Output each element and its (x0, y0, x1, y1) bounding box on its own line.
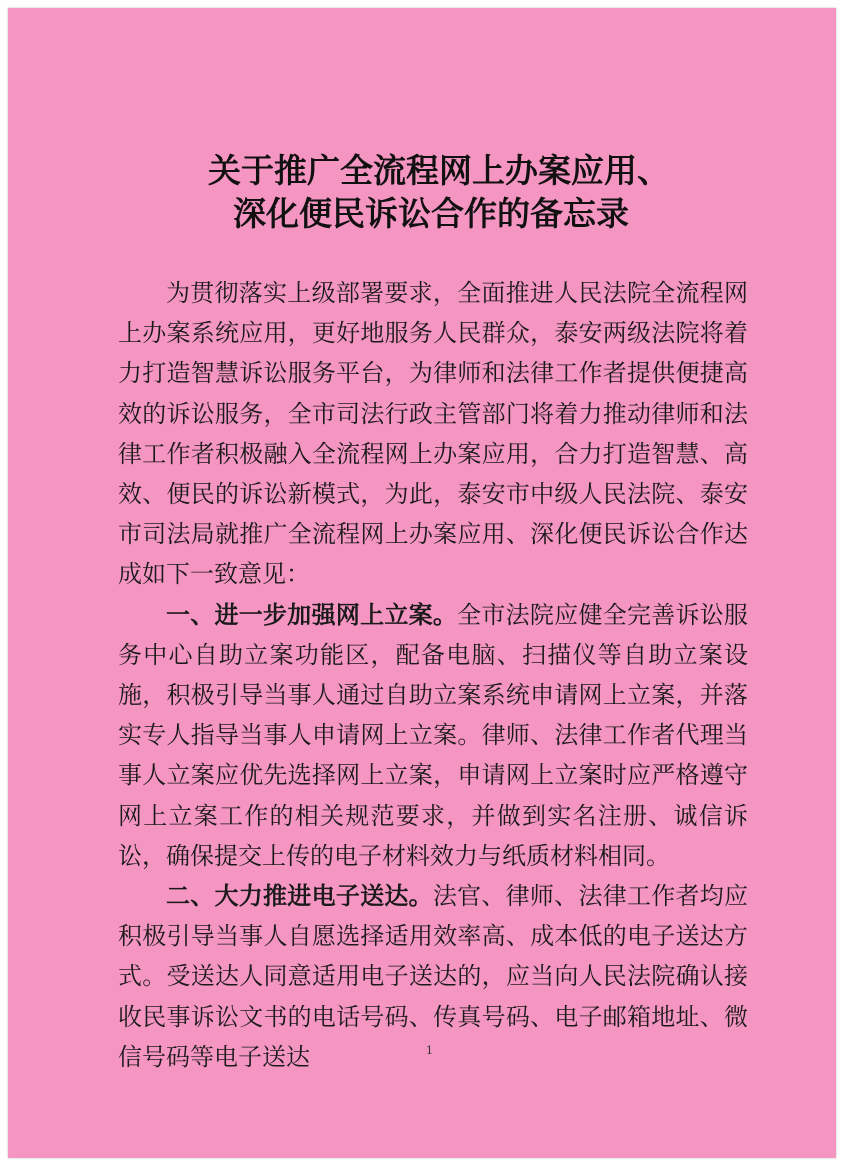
section-1-paragraph (118, 595, 748, 876)
intro-paragraph: 为贯彻落实上级部署要求，全面推进人民法院全流程网上办案系统应用，更好地服务人民群众，泰安两级法院将着力打造智慧诉讼服务平台，为律师和法律工作者提供便捷高效的诉讼服务，全市司法行政主管部门将着力推动律师和法律工作者积极融入全流程网上办案应用，合力打造智慧、高效、便民的诉讼新模式，为此，泰安市中级人民法院、泰安市司法局就推广全流程网上办案应用、深化便民诉讼合作达成如下一致意见： (118, 279, 748, 589)
section-1-text: 全市法院应健全完善诉讼服务中心自助立案功能区，配备电脑、扫描仪等自助立案设施，积极引导当事人通过自助立案系统申请网上立案，并落实专人指导当事人申请网上立案。律师、法律工作者代理当事人立案应优先选择网上立案，申请网上立案时应严格遵守网上立案工作的相关规范要求，并做到实名注册、诚信诉讼，确保提交上传的电子材料效力与纸质材料相同。 (118, 600, 749, 870)
section-1-heading: 一、进一步加强网上立案。 (166, 600, 458, 629)
section-2-paragraph (118, 876, 748, 1077)
page-title-line-1: 关于推广全流程网上办案应用、 (208, 151, 670, 190)
page-title-line-2: 深化便民诉讼合作的备忘录 (233, 194, 629, 233)
document-page (8, 8, 836, 1158)
section-2-text: 法官、律师、法律工作者均应积极引导当事人自愿选择适用效率高、成本低的电子送达方式。受送达人同意适用电子送达的，应当向人民法院确认接收民事诉讼文书的电话号码、传真号码、电子邮箱地址、微信号码等电子送达 (118, 882, 749, 1071)
section-2-heading: 二、大力推进电子送达。 (166, 882, 433, 911)
document-body (118, 273, 748, 1077)
page-number: 1 (426, 1044, 433, 1057)
